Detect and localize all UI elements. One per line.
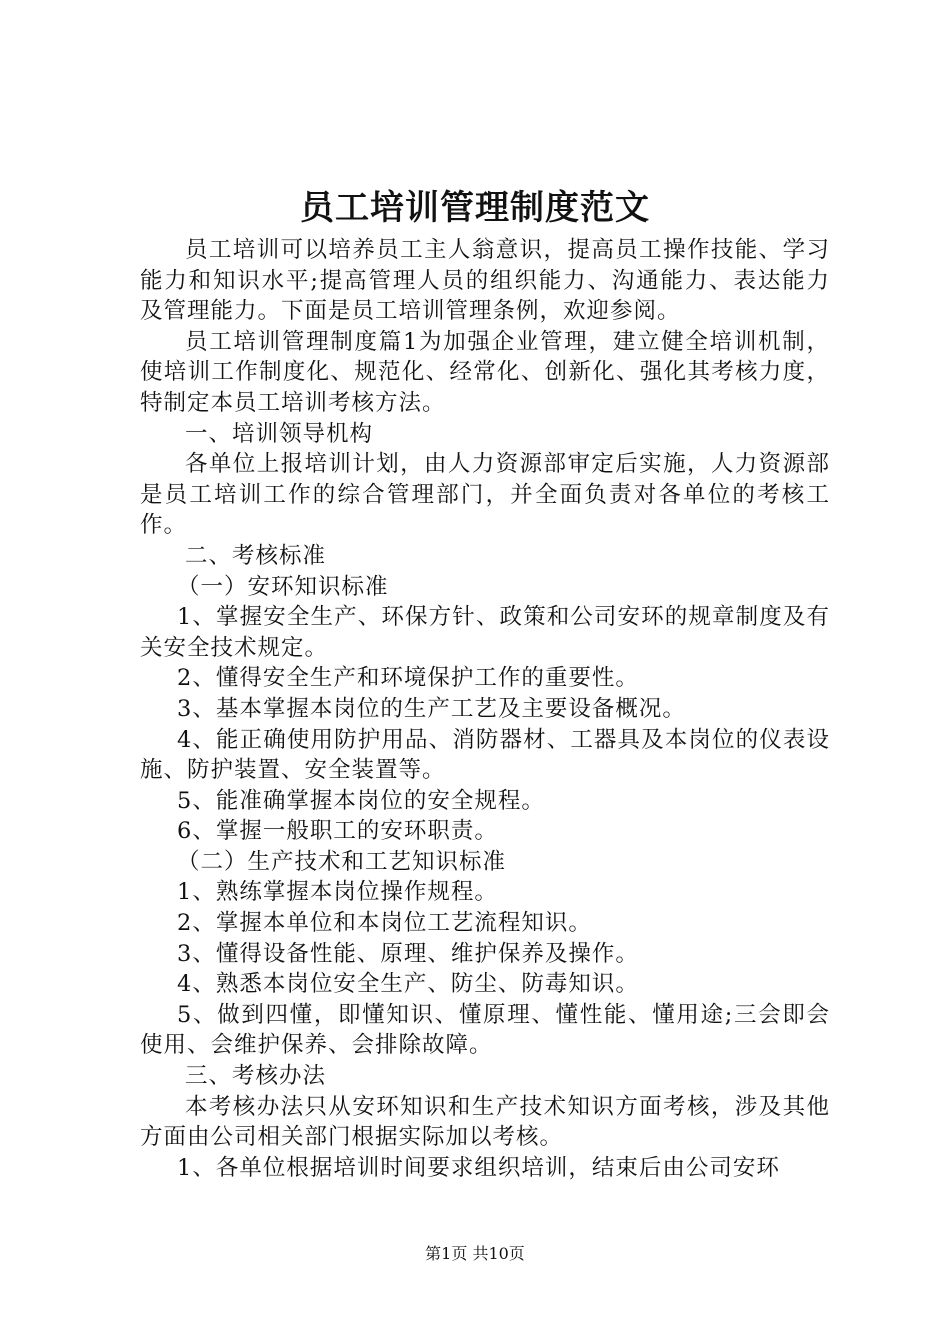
paragraph: 员工培训可以培养员工主人翁意识，提高员工操作技能、学习能力和知识水平;提高管理人员的组织能力、沟通能力、表达能力及管理能力。下面是员工培训管理条例，欢迎参阅。 [140, 237, 830, 325]
paragraph: 员工培训管理制度篇1为加强企业管理，建立健全培训机制，使培训工作制度化、规范化、经常化、创新化、强化其考核力度，特制定本员工培训考核方法。 [140, 328, 830, 416]
paragraph: （一）安环知识标准 [177, 573, 389, 600]
paragraph: 2、懂得安全生产和环境保护工作的重要性。 [177, 665, 639, 692]
paragraph: 本考核办法只从安环知识和生产技术知识方面考核，涉及其他方面由公司相关部门根据实际加以考核。 [140, 1093, 830, 1151]
page-footer: 第1页 共10页 [425, 1244, 525, 1263]
paragraph: 一、培训领导机构 [185, 420, 374, 447]
paragraph: 2、掌握本单位和本岗位工艺流程知识。 [177, 910, 592, 937]
paragraph: 3、懂得设备性能、原理、维护保养及操作。 [177, 940, 639, 967]
paragraph: 5、能准确掌握本岗位的安全规程。 [177, 787, 545, 814]
paragraph: 4、熟悉本岗位安全生产、防尘、防毒知识。 [177, 971, 639, 998]
paragraph: 三、考核办法 [185, 1063, 327, 1090]
paragraph: 1、熟练掌握本岗位操作规程。 [177, 879, 498, 906]
paragraph: 二、考核标准 [185, 542, 327, 569]
paragraph: 1、各单位根据培训时间要求组织培训，结束后由公司安环 [177, 1154, 780, 1181]
paragraph: 4、能正确使用防护用品、消防器材、工器具及本岗位的仪表设施、防护装置、安全装置等。 [140, 726, 830, 784]
paragraph: 5、做到四懂，即懂知识、懂原理、懂性能、懂用途;三会即会使用、会维护保养、会排除故障。 [140, 1001, 830, 1059]
document-body [140, 235, 830, 1183]
paragraph: 各单位上报培训计划，由人力资源部审定后实施，人力资源部是员工培训工作的综合管理部门，并全面负责对各单位的考核工作。 [140, 451, 830, 539]
paragraph: 6、掌握一般职工的安环职责。 [177, 818, 498, 845]
page-title: 员工培训管理制度范文 [300, 188, 650, 228]
paragraph: 1、掌握安全生产、环保方针、政策和公司安环的规章制度及有关安全技术规定。 [140, 604, 830, 661]
paragraph: （二）生产技术和工艺知识标准 [177, 848, 507, 875]
paragraph: 3、基本掌握本岗位的生产工艺及主要设备概况。 [177, 695, 686, 722]
